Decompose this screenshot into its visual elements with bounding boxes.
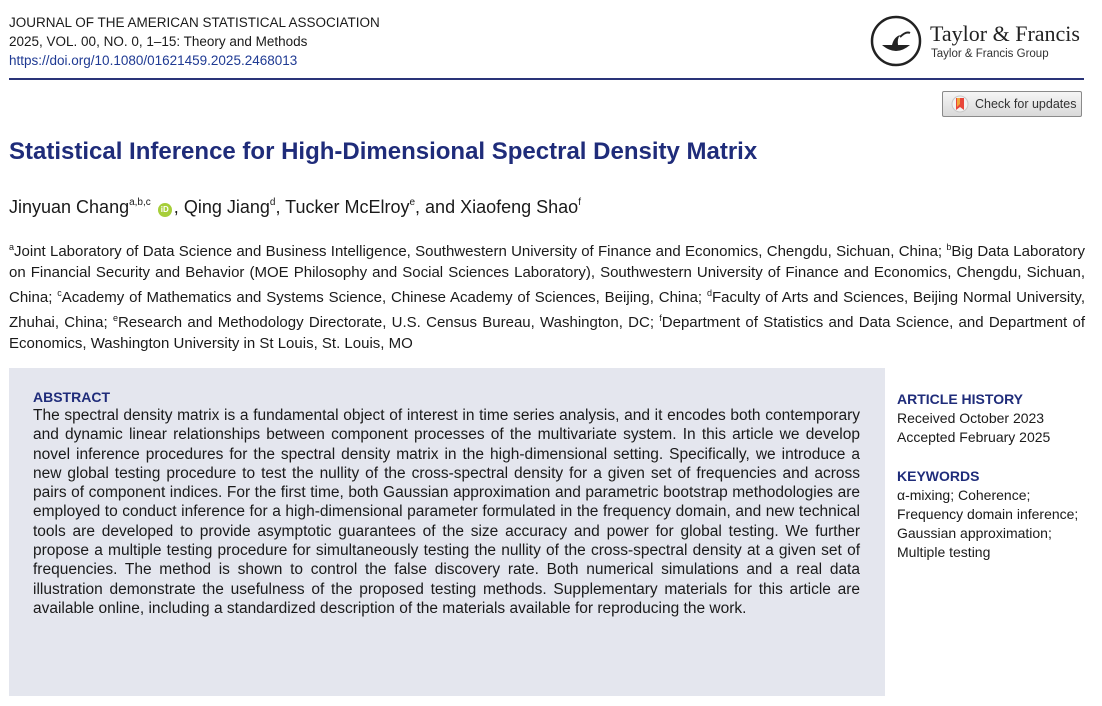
journal-header [9,13,380,70]
bookmark-check-icon [951,95,969,113]
author-affil-sup: a,b,c [129,197,151,208]
keyword-item: α-mixing; Coherence; [897,487,1031,503]
author-affil-sup: f [578,197,581,208]
history-heading: ARTICLE HISTORY [897,391,1024,407]
orcid-icon[interactable]: iD [158,203,172,217]
abstract-heading: ABSTRACT [33,389,110,405]
affil-sup: b [946,242,952,252]
affiliations [9,237,1085,354]
author-name[interactable]: Qing Jiang [183,197,270,217]
author-name[interactable]: Xiaofeng Shao [460,197,579,217]
author-list: Jinyuan Chang$^{a,b,c}$ iD , Qing Jiang$^d$, Tucker McElroy$^e$, and Xiaofeng Shao$^f$ [9,197,581,217]
history-received: Received October 2023 [897,410,1045,426]
journal-citation: 2025, VOL. 00, NO. 0, 1–15: Theory and Methods [9,34,308,49]
publisher-name: Taylor & Francis [930,21,1080,46]
author-name[interactable]: Jinyuan Chang [9,197,130,217]
publisher-lamp-icon [870,15,922,67]
keyword-item: Gaussian approximation; [897,525,1052,541]
abstract-box [9,368,885,696]
check-for-updates-label: Check for updates [975,97,1077,111]
affil-text: Joint Laboratory of Data Science and Business Intelligence, Southwestern University of Finance and Economics, Chengdu, Sichuan, China; [14,243,947,260]
affil-sup: e [112,313,118,323]
history-accepted: Accepted February 2025 [897,429,1051,445]
affil-text: Academy of Mathematics and Systems Science, Chinese Academy of Sciences, Beijing, China; [61,289,707,306]
author-name[interactable]: Tucker McElroy [285,197,410,217]
keyword-item: Multiple testing [897,544,991,560]
publisher-logo [870,15,1084,71]
header-divider [9,78,1084,80]
affil-sup: f [659,313,662,323]
affil-text: Big Data Laboratory on Financial Security and Behavior (MOE Philosophy and Social Sciences Laboratory), Southwestern University of Finance and Economics, Chengdu, Sichuan, China; [9,243,1085,306]
check-for-updates-button[interactable] [942,91,1082,117]
affil-sup: a [9,242,15,252]
affil-text: Research and Methodology Directorate, U.S. Census Bureau, Washington, DC; [117,314,660,331]
article-title: Statistical Inference for High-Dimensional Spectral Density Matrix [9,138,758,165]
affil-text: Faculty of Arts and Sciences, Beijing Normal University, Zhuhai, China; [9,289,1085,331]
journal-name: JOURNAL OF THE AMERICAN STATISTICAL ASSOCIATION [9,15,380,30]
keywords-heading: KEYWORDS [897,468,980,484]
doi-link[interactable]: https://doi.org/10.1080/01621459.2025.2468013 [9,53,298,68]
affil-text: Department of Statistics and Data Science, and Department of Economics, Washington University in St Louis, St. Louis, MO [9,314,1085,352]
abstract-text: The spectral density matrix is a fundamental object of interest in time series analysis, and it encodes both contemporary and dynamic linear relationships between component processes of the multivariate system. In this article we develop novel inference procedures for the spectral density matrix in the high-dimensional setting. Specifically, we introduce a new global testing procedure to test the nullity of the cross-spectral density for a given set of frequencies and across pairs of component indices. For the first time, both Gaussian approximation and parametric bootstrap methodologies are employed to conduct inference for a high-dimensional parameter formulated in the frequency domain, and new technical tools are developed to provide asymptotic guarantees of the size accuracy and power for global testing. We further propose a multiple testing procedure for simultaneously testing the nullity of the cross-spectral density at a given set of frequencies. The method is shown to control the false discovery rate. Both numerical simulations and a real data illustration demonstrate the usefulness of the proposed testing methods. Supplementary materials for this article are available online, including a standardized description of the materials available for reproducing the work. [33,407,860,617]
author-affil-sup: d [269,197,276,208]
affil-sup: c [57,288,62,298]
affil-sup: d [706,288,712,298]
publisher-group: Taylor & Francis Group [931,48,1049,60]
article-sidebar [897,390,1092,562]
keyword-item: Frequency domain inference; [897,506,1079,522]
author-affil-sup: e [409,197,416,208]
